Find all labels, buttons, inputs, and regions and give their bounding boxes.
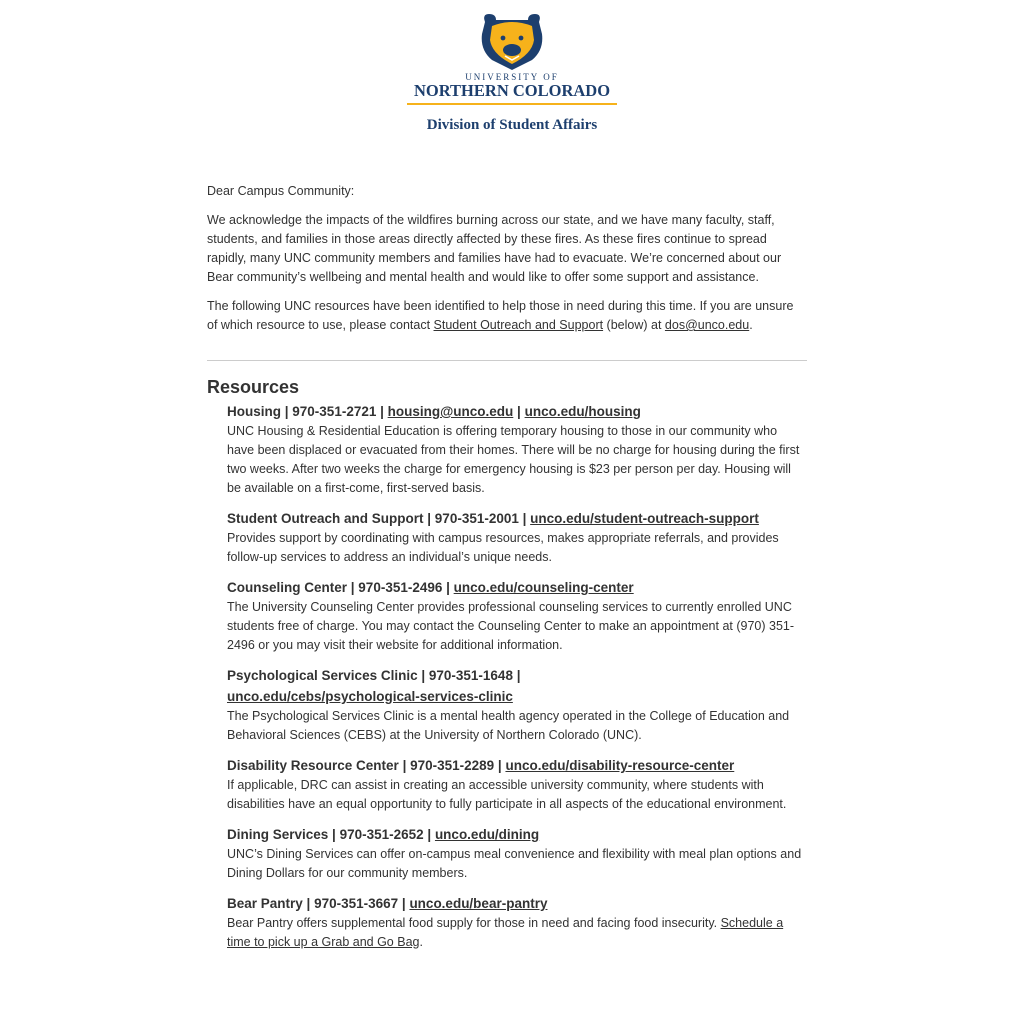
bear-logo-icon bbox=[482, 14, 543, 70]
resource-description: UNC’s Dining Services can offer on-campus meal convenience and flexibility with meal plan options and Dining Dollars for our community members. bbox=[227, 847, 802, 880]
resource-heading: Disability Resource Center | 970-351-2289 | unco.edu/disability-resource-center bbox=[227, 758, 735, 773]
resource-phone: 970-351-2289 bbox=[410, 758, 495, 773]
resource-dining bbox=[227, 824, 807, 883]
resource-counseling bbox=[227, 577, 807, 655]
logo-line1: UNIVERSITY OF bbox=[465, 72, 559, 82]
resource-name: Bear Pantry bbox=[227, 896, 303, 911]
student-outreach-link[interactable]: Student Outreach and Support bbox=[433, 318, 604, 332]
resource-phone: 970-351-1648 bbox=[428, 668, 513, 683]
disability-link[interactable]: unco.edu/disability-resource-center bbox=[505, 758, 735, 773]
resource-disability bbox=[227, 755, 807, 814]
logo-divider bbox=[407, 103, 617, 105]
pantry-desc-text: Bear Pantry offers supplemental food supply for those in need and facing food insecurity. bbox=[227, 916, 721, 930]
intro-paragraph-2-text: The following UNC resources have been identified to help those in need during this time. If you are unsure of which resource to use, please contact bbox=[207, 299, 794, 332]
logo-line2: NORTHERN COLORADO bbox=[413, 81, 611, 100]
resource-heading: Student Outreach and Support | 970-351-2001 | unco.edu/student-outreach-support bbox=[227, 511, 759, 526]
schedule-pickup-link[interactable]: Schedule a time to pick up a Grab and Go Bag bbox=[227, 916, 784, 949]
resource-description: The Psychological Services Clinic is a mental health agency operated in the College of Education and Behavioral Sciences (CEBS) at the University of Northern Colorado (UNC). bbox=[227, 709, 790, 742]
resource-outreach bbox=[227, 508, 807, 567]
resource-description: Provides support by coordinating with campus resources, makes appropriate referrals, and provides follow-up services to address an individual’s unique needs. bbox=[227, 531, 779, 564]
intro-paragraph-2 bbox=[207, 297, 807, 335]
intro-paragraph-2-end: . bbox=[749, 318, 753, 332]
resource-phone: 970-351-2001 bbox=[434, 511, 519, 526]
resource-name: Disability Resource Center bbox=[227, 758, 399, 773]
resource-psych bbox=[227, 665, 807, 745]
counseling-link[interactable]: unco.edu/counseling-center bbox=[453, 580, 634, 595]
resource-description: UNC Housing & Residential Education is offering temporary housing to those in our community who have been displaced or evacuated from their homes. There will be no charge for housing during the first two weeks. After two weeks the charge for emergency housing is $23 per person per day. Housing will be available on a first-come, first-served basis. bbox=[227, 424, 800, 495]
header-logo bbox=[0, 0, 1024, 140]
pantry-desc-end: . bbox=[419, 935, 423, 949]
unc-logo bbox=[392, 0, 632, 140]
pantry-link[interactable]: unco.edu/bear-pantry bbox=[409, 896, 548, 911]
dining-link[interactable]: unco.edu/dining bbox=[434, 827, 540, 842]
intro-paragraph-1: We acknowledge the impacts of the wildfires burning across our state, and we have many faculty, staff, students, and families in those areas directly affected by these fires. As these fires continue to spread rapidly, many UNC community members and families have had to evacuate. We’re concerned about our Bear community’s wellbeing and mental health and would like to offer some support and assistance. bbox=[207, 213, 782, 284]
resource-name: Psychological Services Clinic bbox=[227, 668, 418, 683]
outreach-link[interactable]: unco.edu/student-outreach-support bbox=[530, 511, 759, 526]
greeting: Dear Campus Community: bbox=[207, 184, 355, 198]
intro-paragraph-2-mid: (below) at bbox=[603, 318, 665, 332]
resource-heading: Dining Services | 970-351-2652 | unco.edu/dining bbox=[227, 827, 540, 842]
logo-line3: Division of Student Affairs bbox=[426, 117, 598, 133]
section-divider bbox=[207, 360, 807, 361]
email-body bbox=[207, 182, 807, 962]
resource-name: Student Outreach and Support bbox=[227, 511, 424, 526]
resource-name: Housing bbox=[227, 404, 281, 419]
resource-name: Counseling Center bbox=[227, 580, 348, 595]
resource-housing bbox=[227, 401, 807, 498]
resource-heading: Bear Pantry | 970-351-3667 | unco.edu/bear-pantry bbox=[227, 896, 548, 911]
psych-link[interactable]: unco.edu/cebs/psychological-services-clinic bbox=[227, 689, 513, 704]
resource-heading: Psychological Services Clinic | 970-351-1648 | unco.edu/cebs/psychological-services-clinic bbox=[227, 668, 521, 704]
resource-description bbox=[227, 914, 807, 952]
resource-phone: 970-351-3667 bbox=[314, 896, 399, 911]
resources-title: Resources bbox=[207, 377, 300, 397]
resource-name: Dining Services bbox=[227, 827, 329, 842]
resource-phone: 970-351-2652 bbox=[339, 827, 424, 842]
housing-link[interactable]: unco.edu/housing bbox=[524, 404, 641, 419]
resource-heading: Counseling Center | 970-351-2496 | unco.edu/counseling-center bbox=[227, 580, 634, 595]
resource-description: The University Counseling Center provides professional counseling services to currently enrolled UNC students free of charge. You may contact the Counseling Center to make an appointment at (970) 351-2496 or you may visit their website for additional information. bbox=[227, 600, 795, 652]
resource-heading: Housing | 970-351-2721 | housing@unco.edu | unco.edu/housing bbox=[227, 404, 641, 419]
resource-phone: 970-351-2721 bbox=[292, 404, 377, 419]
resource-description: If applicable, DRC can assist in creating an accessible university community, where students with disabilities have an equal opportunity to fully participate in all aspects of the educational environment. bbox=[227, 778, 787, 811]
resource-pantry bbox=[227, 893, 807, 952]
dos-email-link[interactable]: dos@unco.edu bbox=[664, 318, 750, 332]
housing-email-link[interactable]: housing@unco.edu bbox=[387, 404, 514, 419]
resource-phone: 970-351-2496 bbox=[358, 580, 443, 595]
